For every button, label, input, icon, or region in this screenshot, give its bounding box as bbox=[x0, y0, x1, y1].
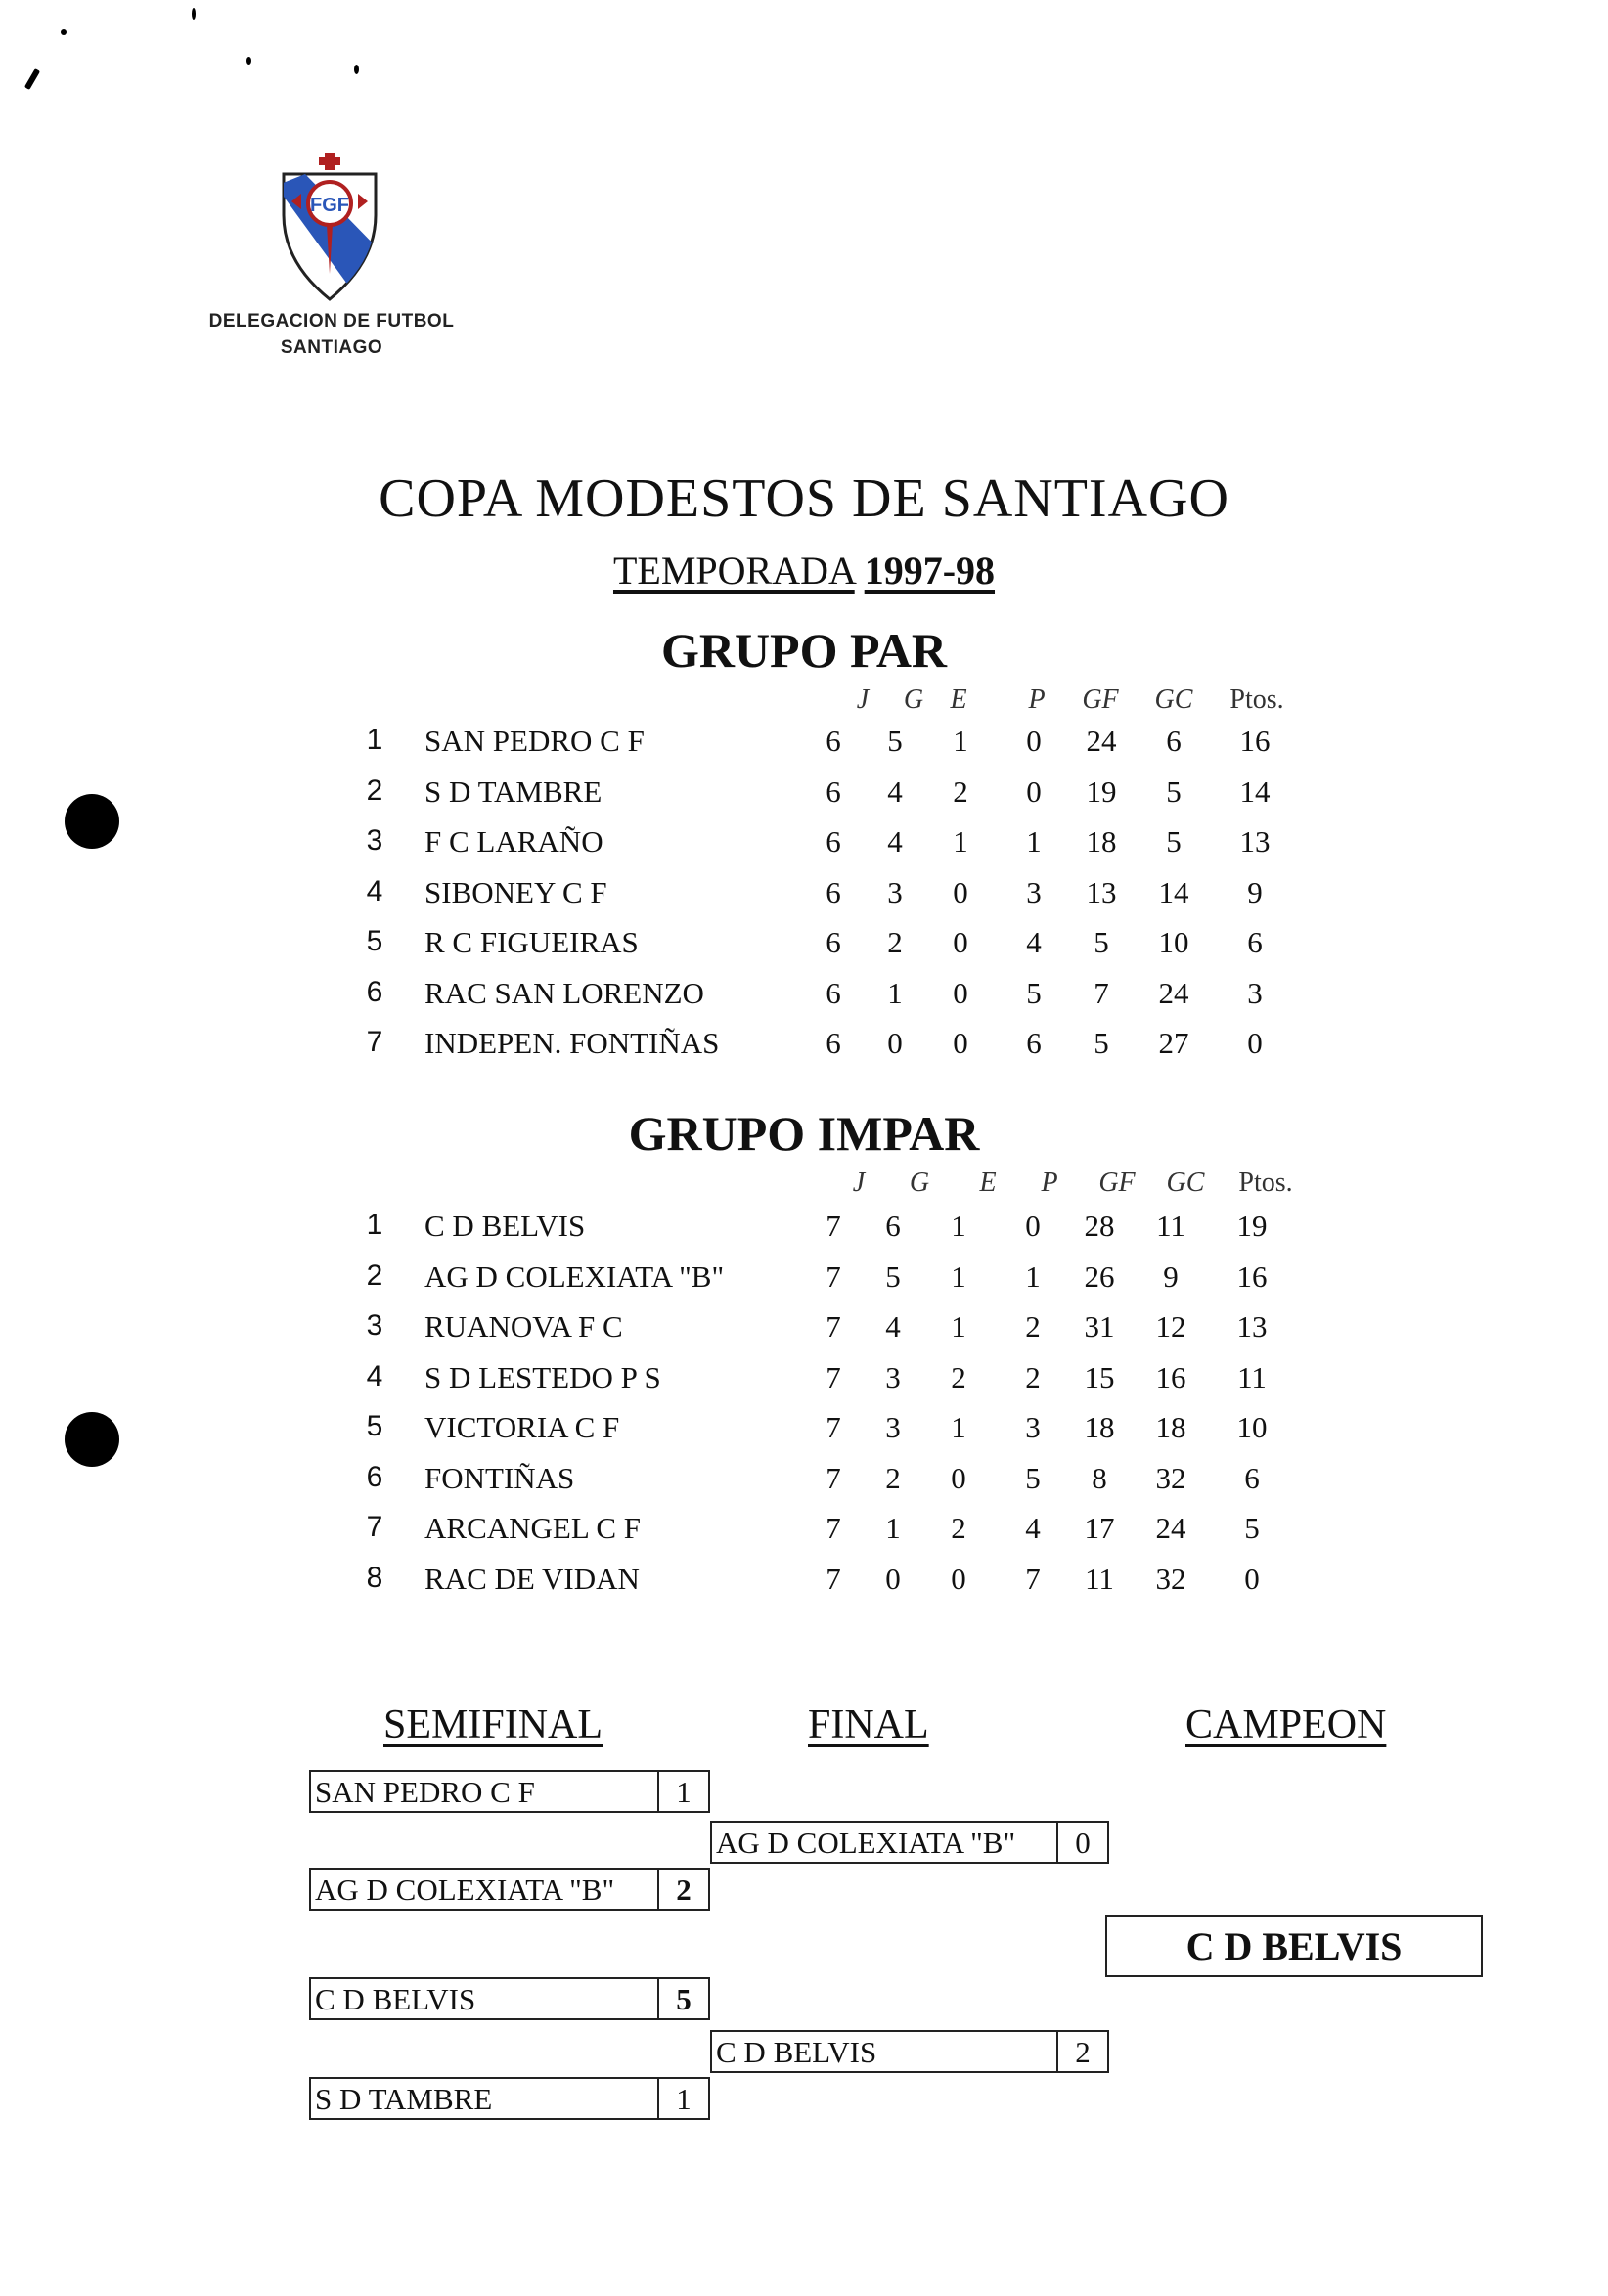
row-p: 3 bbox=[1026, 874, 1042, 909]
row-gc: 14 bbox=[1158, 874, 1189, 909]
row-gc: 24 bbox=[1158, 975, 1189, 1010]
row-j: 7 bbox=[826, 1359, 841, 1394]
table-row bbox=[0, 1410, 1608, 1449]
row-gf: 13 bbox=[1086, 874, 1117, 909]
row-g: 4 bbox=[887, 773, 903, 809]
row-team: ARCANGEL C F bbox=[424, 1511, 642, 1545]
row-team: S D TAMBRE bbox=[424, 773, 603, 809]
row-pts: 13 bbox=[1236, 1309, 1268, 1344]
col-header-gf: GF bbox=[1082, 684, 1119, 715]
row-j: 7 bbox=[826, 1209, 841, 1243]
row-e: 2 bbox=[953, 773, 968, 809]
season-label: TEMPORADA bbox=[612, 549, 855, 593]
row-position: 3 bbox=[366, 1309, 383, 1342]
row-gf: 5 bbox=[1094, 925, 1109, 959]
row-j: 7 bbox=[826, 1309, 841, 1344]
col-header-p: P bbox=[1041, 1168, 1058, 1198]
table-row bbox=[0, 1209, 1608, 1248]
semifinal-entry bbox=[309, 1770, 710, 1813]
row-j: 6 bbox=[826, 874, 841, 909]
row-e: 0 bbox=[953, 874, 968, 909]
row-position: 5 bbox=[366, 1410, 383, 1442]
row-e: 1 bbox=[951, 1309, 966, 1344]
semifinal-score: 1 bbox=[657, 1772, 708, 1811]
row-gc: 11 bbox=[1156, 1209, 1185, 1243]
semifinal-heading: SEMIFINAL bbox=[383, 1702, 603, 1747]
row-g: 2 bbox=[885, 1460, 901, 1495]
row-gc: 5 bbox=[1166, 773, 1182, 809]
shield-icon bbox=[276, 147, 383, 303]
row-gc: 27 bbox=[1158, 1026, 1189, 1060]
row-team: RUANOVA F C bbox=[424, 1309, 623, 1344]
col-header-e: E bbox=[950, 684, 967, 715]
row-j: 7 bbox=[826, 1460, 841, 1495]
row-p: 6 bbox=[1026, 1026, 1042, 1060]
row-gc: 9 bbox=[1163, 1258, 1179, 1294]
col-header-g: G bbox=[909, 1168, 930, 1198]
row-team: SAN PEDRO C F bbox=[424, 724, 645, 758]
row-e: 2 bbox=[951, 1511, 966, 1545]
row-team: RAC DE VIDAN bbox=[424, 1561, 640, 1596]
table-row bbox=[0, 774, 1608, 814]
row-pts: 0 bbox=[1247, 1026, 1263, 1060]
emblem-text-line1: DELEGACION DE FUTBOL bbox=[208, 311, 455, 331]
row-gf: 8 bbox=[1092, 1460, 1107, 1495]
row-pts: 6 bbox=[1247, 925, 1263, 959]
col-header-gc: GC bbox=[1166, 1168, 1205, 1198]
row-pts: 6 bbox=[1244, 1460, 1260, 1495]
row-position: 2 bbox=[366, 773, 383, 807]
row-e: 1 bbox=[951, 1258, 966, 1294]
row-gc: 10 bbox=[1158, 925, 1189, 959]
row-p: 0 bbox=[1026, 773, 1042, 809]
row-e: 0 bbox=[953, 925, 968, 959]
final-score: 2 bbox=[1056, 2032, 1107, 2071]
table-row bbox=[0, 824, 1608, 863]
table-row bbox=[0, 1026, 1608, 1065]
final-team: C D BELVIS bbox=[716, 2035, 877, 2069]
table-row bbox=[0, 1259, 1608, 1299]
scan-speck bbox=[24, 68, 40, 90]
row-gc: 32 bbox=[1155, 1561, 1186, 1596]
row-j: 6 bbox=[826, 824, 841, 859]
row-e: 1 bbox=[953, 824, 968, 859]
row-g: 3 bbox=[887, 874, 903, 909]
scan-speck bbox=[354, 65, 359, 74]
row-e: 1 bbox=[951, 1209, 966, 1243]
row-pts: 16 bbox=[1239, 724, 1271, 758]
final-entry bbox=[710, 1821, 1109, 1864]
row-g: 3 bbox=[885, 1410, 901, 1444]
row-gf: 18 bbox=[1084, 1410, 1115, 1444]
table-row bbox=[0, 1511, 1608, 1550]
row-j: 6 bbox=[826, 773, 841, 809]
row-p: 4 bbox=[1025, 1511, 1041, 1545]
row-j: 7 bbox=[826, 1410, 841, 1444]
semifinal-entry bbox=[309, 1868, 710, 1911]
row-team: C D BELVIS bbox=[424, 1209, 586, 1243]
semifinal-entry bbox=[309, 1977, 710, 2020]
row-p: 5 bbox=[1026, 975, 1042, 1010]
col-header-g: G bbox=[903, 684, 924, 715]
row-g: 1 bbox=[887, 975, 903, 1010]
row-team: S D LESTEDO P S bbox=[424, 1359, 661, 1394]
row-position: 4 bbox=[366, 874, 383, 907]
row-pts: 11 bbox=[1237, 1359, 1267, 1394]
col-header-p: P bbox=[1028, 684, 1046, 715]
row-pts: 3 bbox=[1247, 975, 1263, 1010]
row-e: 1 bbox=[951, 1410, 966, 1444]
row-p: 0 bbox=[1026, 724, 1042, 758]
row-p: 7 bbox=[1025, 1561, 1041, 1596]
row-gc: 6 bbox=[1166, 724, 1182, 758]
row-gc: 32 bbox=[1155, 1460, 1186, 1495]
row-pts: 16 bbox=[1236, 1258, 1268, 1294]
row-gc: 5 bbox=[1166, 824, 1182, 859]
row-gc: 12 bbox=[1155, 1309, 1186, 1344]
row-j: 7 bbox=[826, 1511, 841, 1545]
table-row bbox=[0, 724, 1608, 763]
row-pts: 13 bbox=[1239, 824, 1271, 859]
row-position: 8 bbox=[366, 1561, 383, 1594]
col-header-pts: Ptos. bbox=[1238, 1168, 1293, 1198]
champion-box: C D BELVIS bbox=[1105, 1915, 1483, 1977]
semifinal-team: C D BELVIS bbox=[315, 1982, 476, 2016]
row-g: 6 bbox=[885, 1209, 901, 1243]
row-p: 1 bbox=[1026, 824, 1042, 859]
row-j: 6 bbox=[826, 925, 841, 959]
semifinal-team: S D TAMBRE bbox=[315, 2082, 493, 2116]
row-g: 4 bbox=[887, 824, 903, 859]
semifinal-score: 2 bbox=[657, 1870, 708, 1909]
row-pts: 10 bbox=[1236, 1410, 1268, 1444]
row-team: INDEPEN. FONTIÑAS bbox=[424, 1026, 720, 1060]
row-gf: 24 bbox=[1086, 724, 1117, 758]
row-team: R C FIGUEIRAS bbox=[424, 925, 639, 959]
col-header-j: J bbox=[856, 684, 870, 715]
col-header-gf: GF bbox=[1098, 1168, 1136, 1198]
row-j: 6 bbox=[826, 975, 841, 1010]
row-j: 7 bbox=[826, 1258, 841, 1294]
row-e: 1 bbox=[953, 724, 968, 758]
final-team: AG D COLEXIATA "B" bbox=[716, 1826, 1016, 1860]
semifinal-team: AG D COLEXIATA "B" bbox=[315, 1873, 615, 1907]
row-e: 0 bbox=[951, 1460, 966, 1495]
row-g: 0 bbox=[887, 1026, 903, 1060]
row-position: 6 bbox=[366, 1460, 383, 1493]
row-pts: 0 bbox=[1244, 1561, 1260, 1596]
row-g: 5 bbox=[885, 1258, 901, 1294]
row-team: RAC SAN LORENZO bbox=[424, 975, 704, 1010]
row-gf: 26 bbox=[1084, 1258, 1115, 1294]
row-pts: 9 bbox=[1247, 874, 1263, 909]
row-position: 6 bbox=[366, 975, 383, 1008]
row-gc: 24 bbox=[1155, 1511, 1186, 1545]
table-row bbox=[0, 925, 1608, 964]
row-position: 2 bbox=[366, 1258, 383, 1292]
group-par-title: GRUPO PAR bbox=[660, 623, 948, 678]
row-g: 1 bbox=[885, 1511, 901, 1545]
row-pts: 19 bbox=[1236, 1209, 1268, 1243]
col-header-e: E bbox=[979, 1168, 997, 1198]
row-p: 4 bbox=[1026, 925, 1042, 959]
row-gc: 18 bbox=[1155, 1410, 1186, 1444]
row-position: 5 bbox=[366, 925, 383, 957]
scan-speck bbox=[61, 29, 67, 35]
row-e: 0 bbox=[953, 975, 968, 1010]
table-row bbox=[0, 976, 1608, 1015]
row-gf: 28 bbox=[1084, 1209, 1115, 1243]
final-entry bbox=[710, 2030, 1109, 2073]
row-team: AG D COLEXIATA "B" bbox=[424, 1258, 725, 1294]
row-g: 0 bbox=[885, 1561, 901, 1596]
row-p: 2 bbox=[1025, 1309, 1041, 1344]
row-gf: 7 bbox=[1094, 975, 1109, 1010]
row-j: 7 bbox=[826, 1561, 841, 1596]
row-p: 2 bbox=[1025, 1359, 1041, 1394]
scan-speck bbox=[192, 8, 196, 20]
row-team: FONTIÑAS bbox=[424, 1460, 575, 1495]
row-gf: 15 bbox=[1084, 1359, 1115, 1394]
row-pts: 5 bbox=[1244, 1511, 1260, 1545]
semifinal-team: SAN PEDRO C F bbox=[315, 1775, 535, 1809]
campeon-heading: CAMPEON bbox=[1185, 1702, 1387, 1747]
table-row bbox=[0, 1461, 1608, 1500]
row-g: 2 bbox=[887, 925, 903, 959]
row-gf: 31 bbox=[1084, 1309, 1115, 1344]
col-header-j: J bbox=[852, 1168, 866, 1198]
table-row bbox=[0, 1562, 1608, 1601]
svg-text:FGF: FGF bbox=[310, 195, 349, 216]
federation-emblem bbox=[196, 147, 460, 303]
row-p: 5 bbox=[1025, 1460, 1041, 1495]
row-j: 6 bbox=[826, 1026, 841, 1060]
row-team: SIBONEY C F bbox=[424, 874, 607, 909]
semifinal-entry bbox=[309, 2077, 710, 2120]
group-impar-title: GRUPO IMPAR bbox=[628, 1106, 980, 1161]
col-header-pts: Ptos. bbox=[1229, 684, 1284, 715]
row-g: 3 bbox=[885, 1359, 901, 1394]
row-gf: 11 bbox=[1085, 1561, 1114, 1596]
row-g: 5 bbox=[887, 724, 903, 758]
semifinal-score: 1 bbox=[657, 2079, 708, 2118]
row-pts: 14 bbox=[1239, 773, 1271, 809]
row-gf: 17 bbox=[1084, 1511, 1115, 1545]
row-team: F C LARAÑO bbox=[424, 824, 603, 859]
row-gc: 16 bbox=[1155, 1359, 1186, 1394]
row-e: 0 bbox=[953, 1026, 968, 1060]
row-position: 1 bbox=[366, 724, 383, 756]
table-row bbox=[0, 1360, 1608, 1399]
row-p: 0 bbox=[1025, 1209, 1041, 1243]
final-heading: FINAL bbox=[808, 1702, 929, 1747]
row-p: 3 bbox=[1025, 1410, 1041, 1444]
row-gf: 18 bbox=[1086, 824, 1117, 859]
scan-speck bbox=[246, 57, 251, 65]
row-position: 4 bbox=[366, 1359, 383, 1392]
row-p: 1 bbox=[1025, 1258, 1041, 1294]
semifinal-score: 5 bbox=[657, 1979, 708, 2018]
row-position: 7 bbox=[366, 1026, 383, 1058]
season-years: 1997-98 bbox=[864, 549, 996, 593]
season-heading bbox=[0, 548, 1608, 594]
row-gf: 5 bbox=[1094, 1026, 1109, 1060]
row-j: 6 bbox=[826, 724, 841, 758]
row-e: 0 bbox=[951, 1561, 966, 1596]
table-row bbox=[0, 1309, 1608, 1348]
row-position: 7 bbox=[366, 1511, 383, 1543]
row-g: 4 bbox=[885, 1309, 901, 1344]
col-header-gc: GC bbox=[1154, 684, 1193, 715]
row-gf: 19 bbox=[1086, 773, 1117, 809]
row-position: 3 bbox=[366, 824, 383, 857]
row-position: 1 bbox=[366, 1209, 383, 1241]
row-team: VICTORIA C F bbox=[424, 1410, 620, 1444]
final-score: 0 bbox=[1056, 1823, 1107, 1862]
emblem-text-line2: SANTIAGO bbox=[280, 337, 383, 358]
page-title: COPA MODESTOS DE SANTIAGO bbox=[379, 468, 1229, 529]
row-e: 2 bbox=[951, 1359, 966, 1394]
table-row bbox=[0, 875, 1608, 914]
